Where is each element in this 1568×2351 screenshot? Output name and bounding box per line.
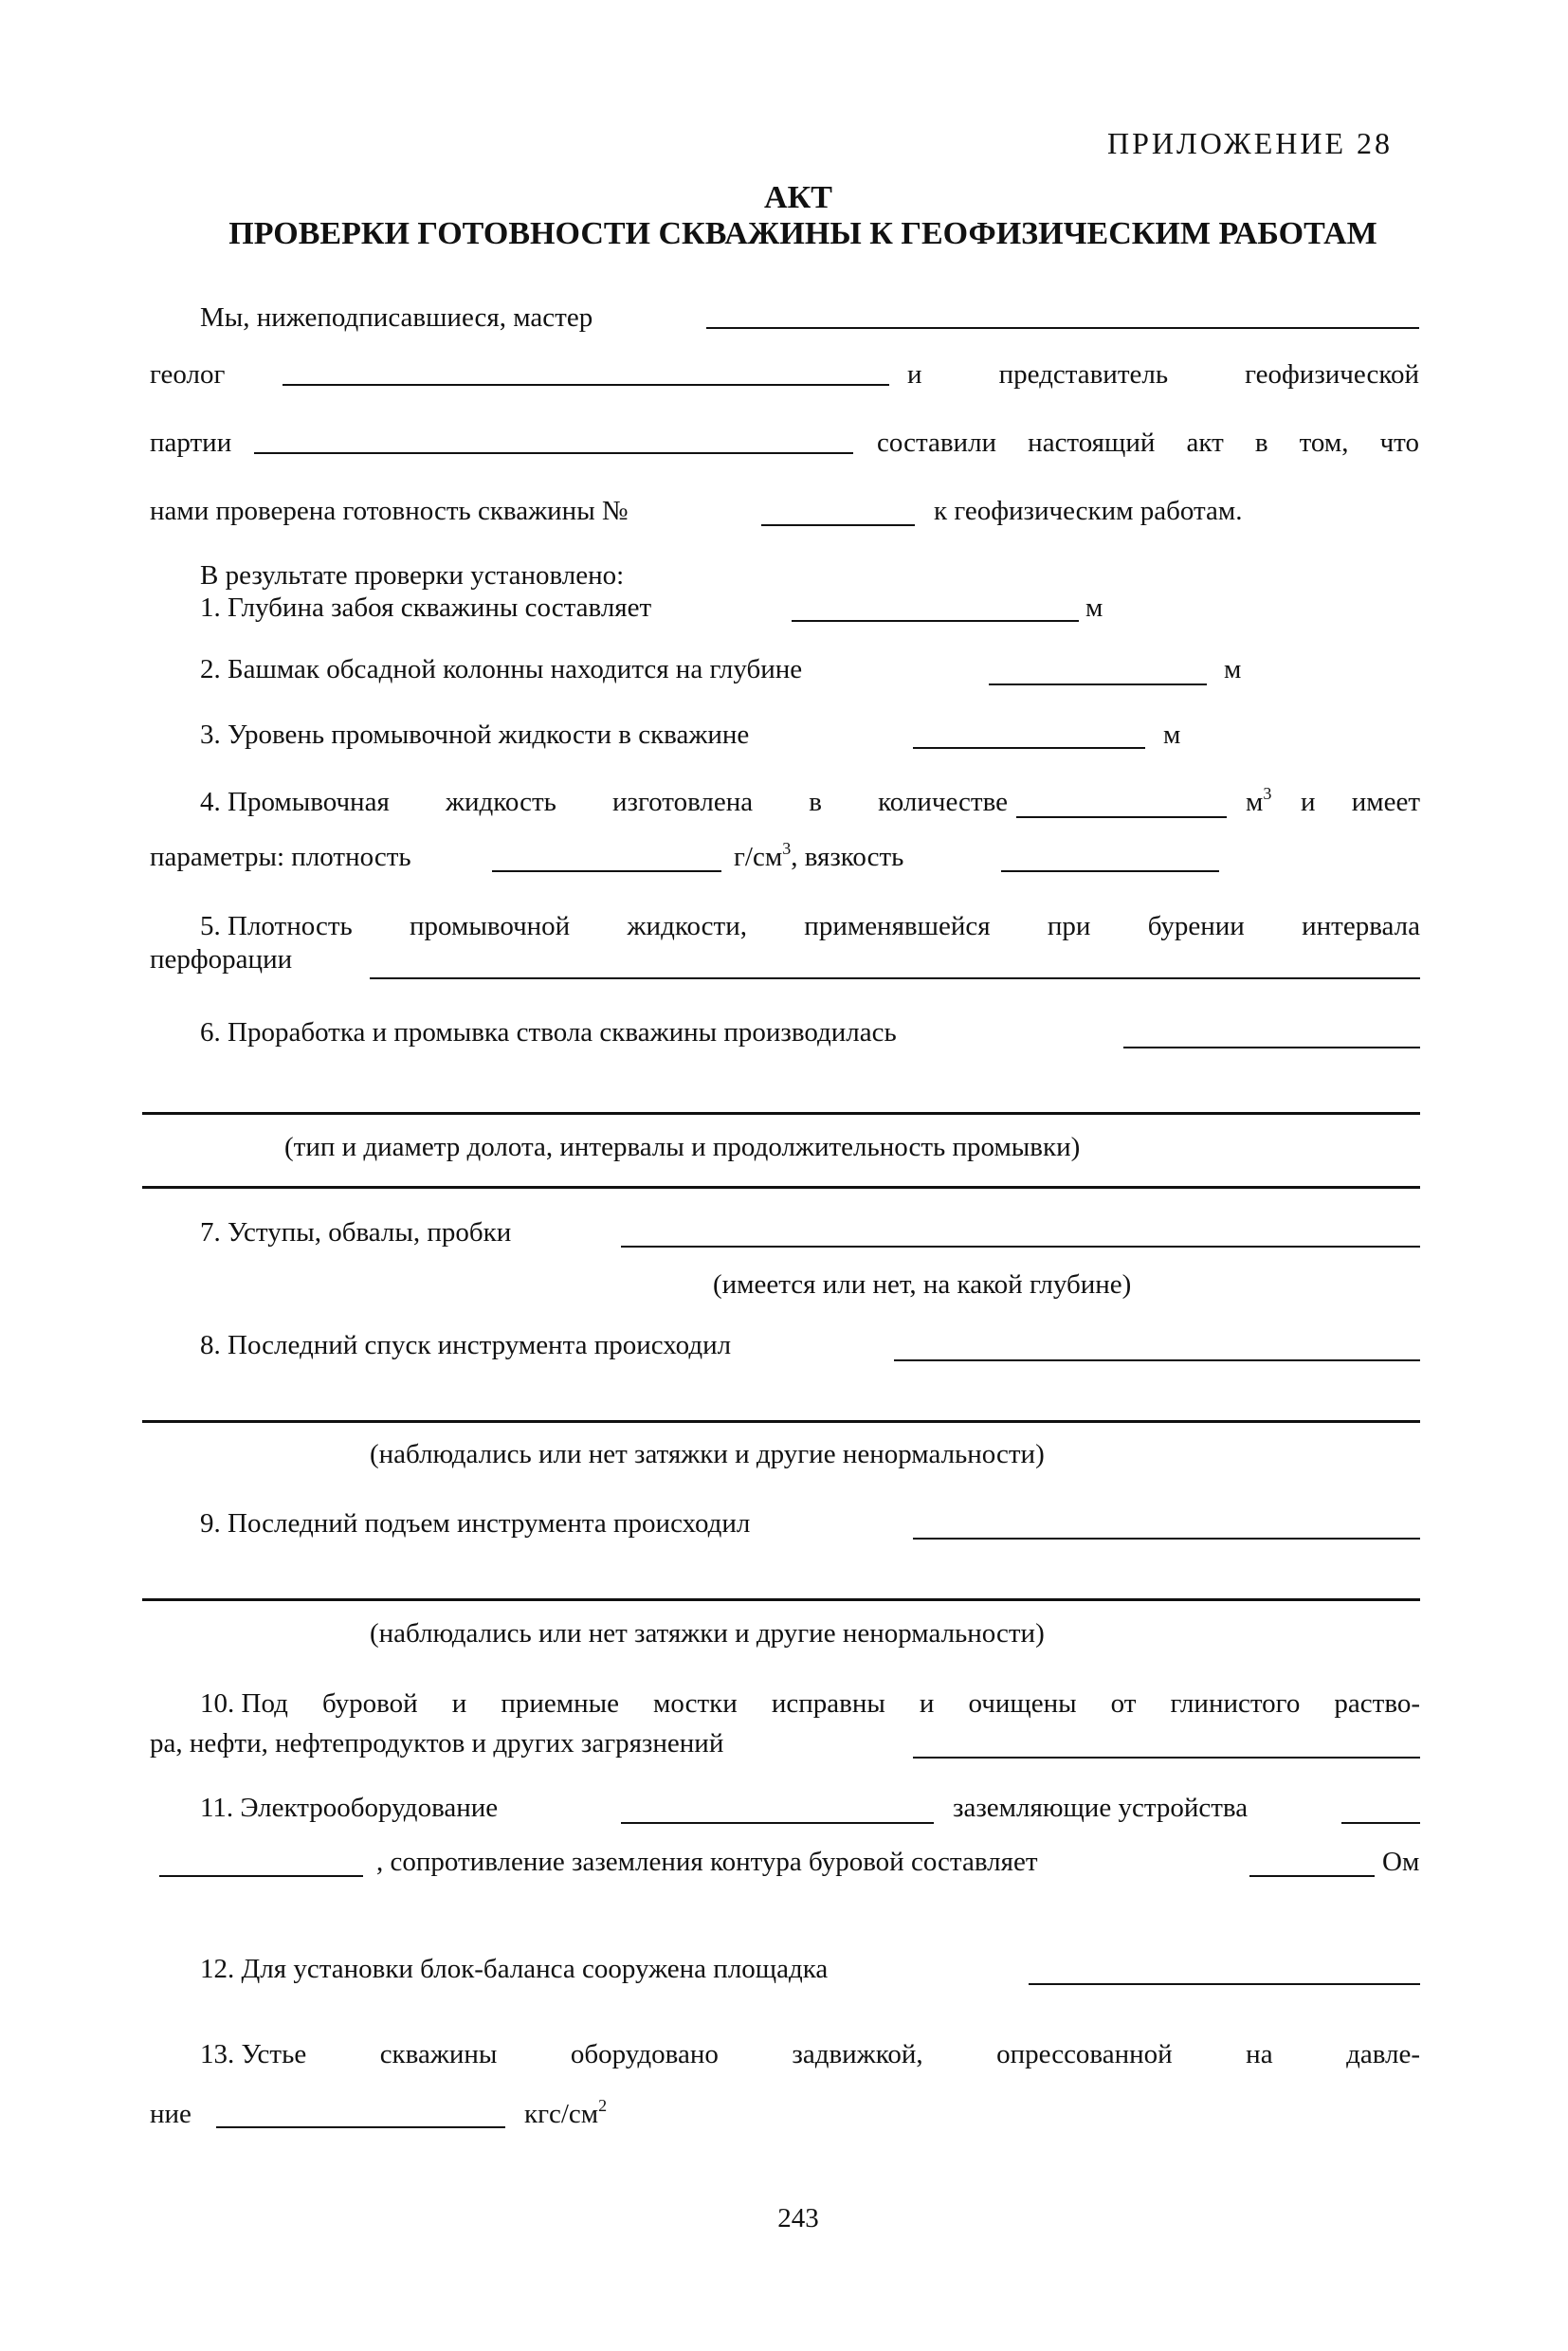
reaming-field-line3[interactable] xyxy=(142,1186,1420,1189)
intro-representative-text: и представитель геофизической xyxy=(907,359,1419,390)
item11-label: 11. Электрооборудование xyxy=(200,1793,499,1823)
last-run-in-field[interactable] xyxy=(894,1359,1420,1361)
results-heading: В результате проверки установлено: xyxy=(200,560,625,591)
intro-line1: Мы, нижеподписавшиеся, мастер xyxy=(200,302,593,333)
party-field[interactable] xyxy=(254,452,853,454)
item6-label: 6. Проработка и промывка ствола скважины производилась xyxy=(200,1017,897,1048)
item7-caption: (имеется или нет, на какой глубине) xyxy=(713,1269,1132,1300)
item7-label: 7. Уступы, обвалы, пробки xyxy=(200,1217,512,1248)
geologist-field[interactable] xyxy=(283,384,889,386)
item1-label: 1. Глубина забоя скважины составляет xyxy=(200,592,652,623)
grounding-resistance-field[interactable] xyxy=(1249,1875,1375,1877)
fluid-volume-field[interactable] xyxy=(1016,816,1227,818)
grounding-devices-field-line2[interactable] xyxy=(159,1875,363,1877)
item13-unit: кгс/$см^2$ xyxy=(524,2096,608,2129)
last-run-in-field-line2[interactable] xyxy=(142,1420,1420,1423)
item3-label: 3. Уровень промывочной жидкости в скважине xyxy=(200,720,750,750)
intro-compiled-text: составили настоящий акт в том, что xyxy=(877,428,1419,458)
grounding-devices-field[interactable] xyxy=(1341,1822,1420,1824)
item10-label: 10. Под буровой и приемные мостки исправны и очищены от глинистого раство- xyxy=(200,1688,1420,1719)
item9-caption: (наблюдались или нет затяжки и другие ненормальности) xyxy=(370,1618,1045,1649)
last-pull-out-field-line2[interactable] xyxy=(142,1598,1420,1601)
last-pull-out-field[interactable] xyxy=(913,1538,1420,1540)
perforation-density-field[interactable] xyxy=(370,977,1420,979)
item11-continuation: , сопротивление заземления контура буровой составляет xyxy=(376,1847,1038,1877)
master-field[interactable] xyxy=(706,327,1419,329)
item12-label: 12. Для установки блок-баланса сооружена площадка xyxy=(200,1954,829,1984)
item11-grounding-label: заземляющие устройства xyxy=(953,1793,1249,1823)
intro-well-number-label: нами проверена готовность скважины № xyxy=(150,496,629,526)
block-balance-platform-field[interactable] xyxy=(1029,1983,1420,1985)
density-field[interactable] xyxy=(492,870,721,872)
item5-continuation: перфорации xyxy=(150,944,293,975)
item2-label: 2. Башмак обсадной колонны находится на глубине xyxy=(200,654,803,684)
item2-unit: м xyxy=(1224,654,1242,684)
bottom-depth-field[interactable] xyxy=(792,620,1079,622)
item6-caption: (тип и диаметр долота, интервалы и продолжительность промывки) xyxy=(284,1132,1081,1162)
item4-params-label: параметры: плотность xyxy=(150,842,411,872)
document-title-line1: АКТ xyxy=(764,180,832,215)
item13-label: 13. Устье скважины оборудовано задвижкой, опрессованной на давле- xyxy=(200,2039,1420,2069)
document-title-line2: ПРОВЕРКИ ГОТОВНОСТИ СКВАЖИНЫ К ГЕОФИЗИЧЕСКИМ РАБОТАМ xyxy=(228,216,1377,251)
ledges-field[interactable] xyxy=(621,1246,1420,1248)
item9-label: 9. Последний подъем инструмента происходил xyxy=(200,1508,751,1539)
item4-density-unit: $г/см^3$, вязкость xyxy=(734,839,904,872)
pressure-test-field[interactable] xyxy=(216,2126,505,2128)
intro-party-label: партии xyxy=(150,428,232,458)
reaming-field-line2[interactable] xyxy=(142,1112,1420,1115)
fluid-level-field[interactable] xyxy=(913,747,1145,749)
item4-tail: и имеет xyxy=(1301,787,1420,817)
item4-volume-unit: $м^3$ xyxy=(1246,784,1272,817)
item4-label: 4. Промывочная жидкость изготовлена в количестве xyxy=(200,787,1008,817)
well-number-field[interactable] xyxy=(761,524,915,526)
cleanliness-field[interactable] xyxy=(913,1757,1420,1759)
page-number: 243 xyxy=(777,2203,819,2233)
item3-unit: м xyxy=(1163,720,1181,750)
item13-continuation: ние xyxy=(150,2099,191,2129)
electrical-equipment-field[interactable] xyxy=(621,1822,934,1824)
item10-continuation: ра, нефти, нефтепродуктов и других загрязнений xyxy=(150,1728,724,1759)
item5-label: 5. Плотность промывочной жидкости, применявшейся при бурении интервала xyxy=(200,911,1420,941)
viscosity-field[interactable] xyxy=(1001,870,1219,872)
shoe-depth-field[interactable] xyxy=(989,683,1207,685)
item8-label: 8. Последний спуск инструмента происходил xyxy=(200,1330,732,1360)
item11-unit: Ом xyxy=(1382,1847,1420,1877)
appendix-label: ПРИЛОЖЕНИЕ 28 xyxy=(1107,126,1394,160)
intro-geologist-label: геолог xyxy=(150,359,226,390)
reaming-field[interactable] xyxy=(1123,1047,1420,1048)
item1-unit: м xyxy=(1085,592,1103,623)
item8-caption: (наблюдались или нет затяжки и другие ненормальности) xyxy=(370,1439,1045,1469)
intro-line4-tail: к геофизическим работам. xyxy=(934,496,1243,526)
